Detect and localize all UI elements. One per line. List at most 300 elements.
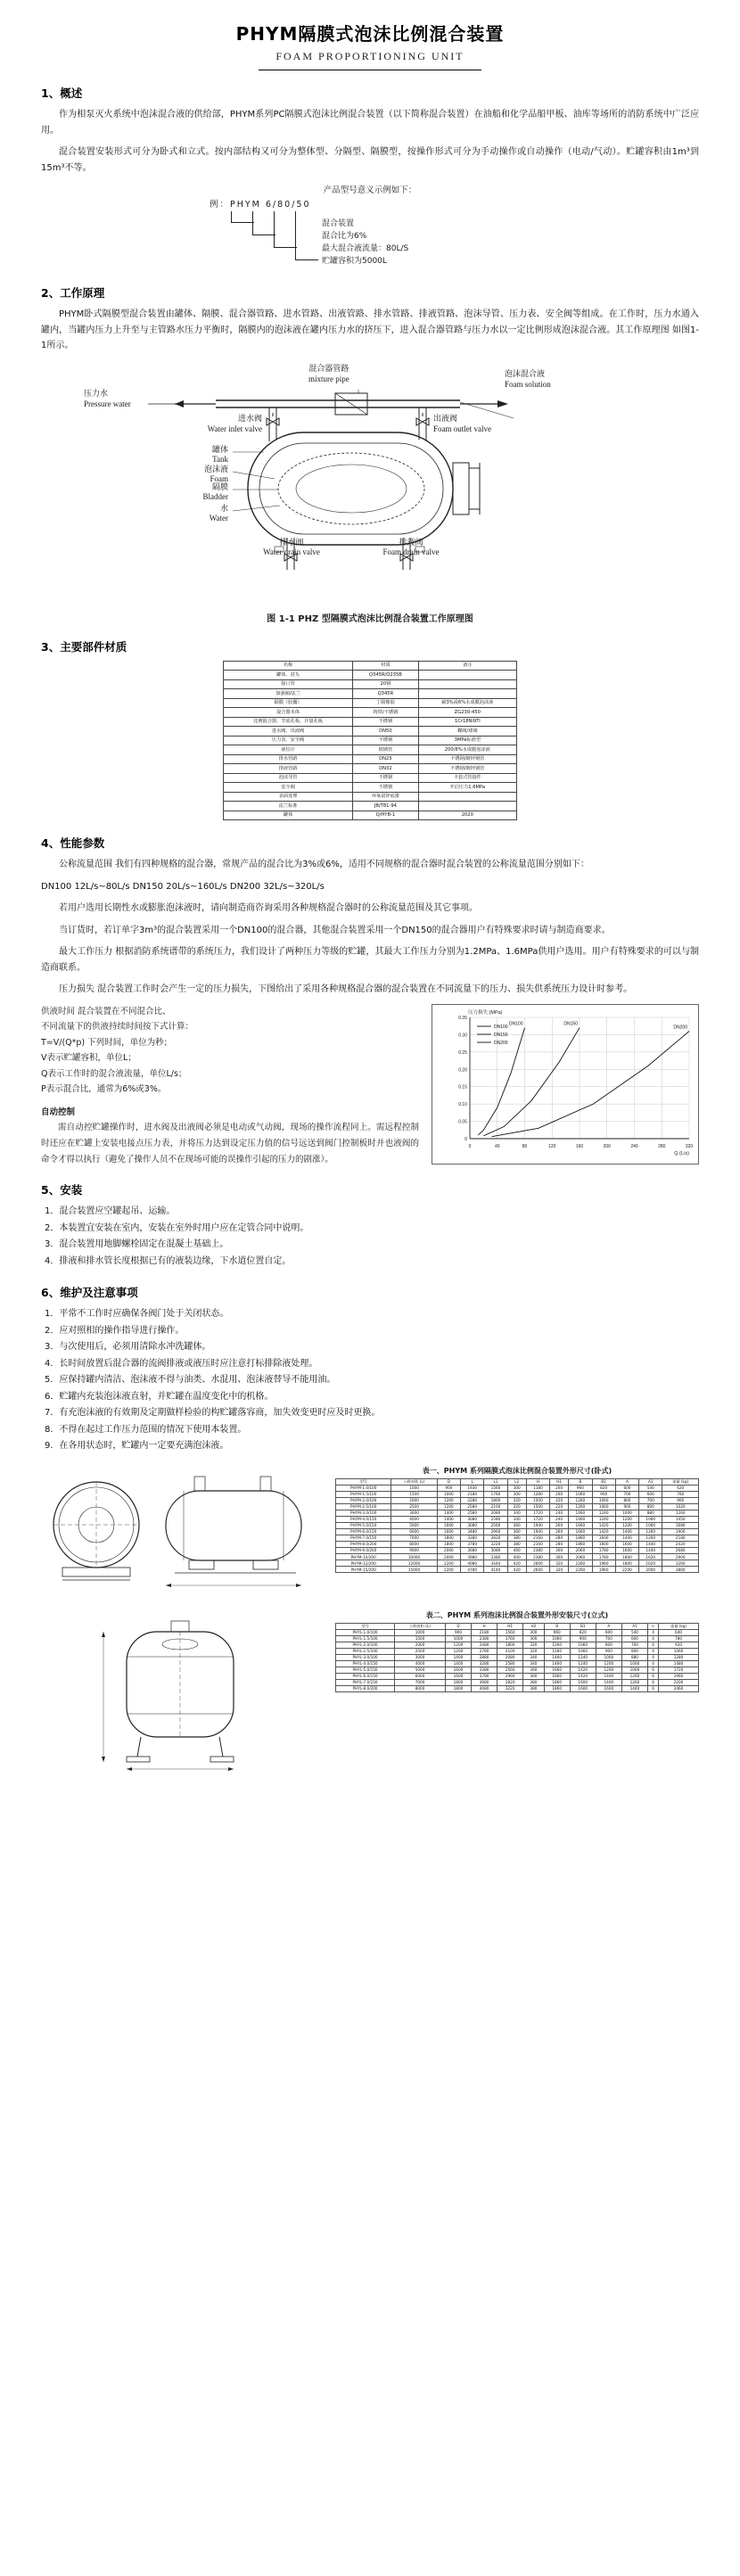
principle-paragraph-1: PHYM卧式隔膜型混合装置由罐体、隔膜、混合器管路、进水管路、出液管路、排水管路、排液管路、泡沫导管、压力表、安全阀等组成。在工作时，压力水通入罐内，当罐内压力上升至与主管路水压力平衡时，隔膜内的泡沫液在罐内压力水的挤压下，进入混合器管路与压力水以一定比例形成泡沫混合液。其工作原理图 如图1-1所示。: [41, 309, 699, 350]
table-cell: 1260: [639, 1528, 662, 1535]
supply-time-line-0: 供液时间 混合装置在不同混合比、: [41, 1006, 171, 1016]
figure-label-foam-solution: 泡沫混合液 Foam solution: [505, 368, 551, 389]
table-cell: 300: [550, 1554, 569, 1560]
table-cell: PHYL-3.0/100: [336, 1654, 395, 1660]
column-header: H: [526, 1478, 549, 1485]
table-cell: 300: [523, 1629, 544, 1635]
performance-paragraph-3: 若用户选用长期性水或膨胀泡沫液时，请向制造商咨询采用各种规格混合器时的公称流量范围及其它事项。: [59, 903, 478, 913]
table-cell: 1780: [592, 1554, 615, 1560]
table-cell: 3000: [395, 1654, 446, 1660]
table-row: [336, 1485, 699, 1491]
table-cell: 2100: [497, 1648, 523, 1654]
table-cell: PHYL-2.0/100: [336, 1642, 395, 1648]
list-item: 2．应对照相的操作指导进行操作。: [45, 1325, 185, 1336]
table-cell: 380: [507, 1541, 526, 1547]
table-cell: 9000: [391, 1547, 437, 1553]
list-item: 1．平常不工作时应确保各阀门处于关闭状态。: [45, 1309, 229, 1320]
figure-label-water: 水 Water: [209, 503, 228, 523]
table-cell: 6: [648, 1673, 659, 1679]
table-cell: PHYL-8.0/200: [336, 1685, 395, 1691]
column-header: A: [596, 1623, 621, 1629]
table-cell: 800: [615, 1497, 638, 1503]
svg-text:0: 0: [468, 1143, 472, 1149]
list-item: 1．混合装置应空罐起吊、运输。: [45, 1206, 176, 1217]
table-cell: 泡沫导管: [224, 773, 353, 783]
table-cell: 700: [596, 1635, 621, 1642]
table-cell: 2380: [526, 1554, 549, 1560]
table-cell: PHYM-1.0/100: [336, 1485, 391, 1491]
model-diagram-leaders: [210, 211, 530, 270]
figure-label-bladder: 隔膜 Bladder: [202, 481, 228, 502]
list-item: 5．应保持罐内清洁、泡沫液不得与油类、水混用、泡沫液替导不能用油。: [45, 1375, 336, 1386]
table-cell: 2580: [461, 1510, 484, 1516]
table-cell: 2000: [639, 1567, 662, 1573]
svg-text:0.05: 0.05: [458, 1119, 467, 1125]
column-header: 公称容积 (L): [395, 1623, 446, 1629]
materials-table-wrap: [41, 661, 699, 821]
table-cell: 20钢: [353, 679, 418, 689]
svg-text:80: 80: [522, 1143, 528, 1149]
column-header: A: [615, 1478, 638, 1485]
section-heading-maintenance: 6、维护及注意事项: [41, 1286, 138, 1300]
table-cell: 1800: [497, 1642, 523, 1648]
table-cell: 600: [639, 1491, 662, 1497]
table-cell: 1400: [445, 1660, 471, 1667]
table-cell: 1660: [544, 1667, 570, 1673]
maintenance-list: [41, 1306, 699, 1455]
column-header: D: [445, 1623, 471, 1629]
table-row: [224, 764, 517, 774]
table-cell: 1200: [437, 1503, 460, 1510]
performance-paragraph-6: 压力损失 混合装置工作时会产生一定的压力损失，下图给出了采用各种规格混合器的混合装置在不同流量下的压力、损失供系统压力设计时参考。: [59, 984, 633, 994]
table-cell: 2580: [484, 1516, 507, 1522]
table-cell: 700: [621, 1642, 647, 1648]
table-cell: 排液管路: [224, 764, 353, 774]
table-cell: 800: [596, 1642, 621, 1648]
table-cell: 340: [523, 1654, 544, 1660]
table-cell: 1060: [569, 1491, 592, 1497]
table-cell: 1600: [445, 1667, 471, 1673]
table-cell: PHYM-1.5/100: [336, 1491, 391, 1497]
table-cell: 960: [544, 1629, 570, 1635]
column-header: B1: [570, 1623, 596, 1629]
document-title-block: [41, 20, 699, 70]
table-cell: 1060: [570, 1648, 596, 1654]
figure-label-mixture-pipe: 混合器管路 mixture pipe: [308, 363, 349, 383]
table-cell: ZG230-450: [418, 708, 516, 718]
table-cell: 1000: [596, 1654, 621, 1660]
table-cell: 2260: [569, 1560, 592, 1567]
table-cell: 1940: [526, 1522, 549, 1528]
svg-text:0.35: 0.35: [458, 1015, 467, 1021]
svg-text:DN200: DN200: [494, 1040, 508, 1046]
table-cell: 1460: [569, 1510, 592, 1516]
table-cell: 2780: [472, 1648, 497, 1654]
table-row: [336, 1648, 699, 1654]
table-cell: 1860: [544, 1679, 570, 1685]
table-cell: 540: [621, 1629, 647, 1635]
overview-paragraph-2: 混合装置安装形式可分为卧式和立式。按内部结构又可分为整体型、分隔型、隔膜型，按操作形式可分为手动操作或自动操作（电动/气动）。贮罐容积由1m³到15m³不等。: [41, 147, 699, 173]
table-cell: 开启压力1.6MPa: [418, 783, 516, 793]
installation-list: [41, 1204, 699, 1270]
table-cell: 2580: [461, 1503, 484, 1510]
table-cell: 1020: [662, 1503, 699, 1510]
table-cell: 1500: [391, 1491, 437, 1497]
table-cell: 2580: [497, 1660, 523, 1667]
table-cell: 1400: [596, 1679, 621, 1685]
table-cell: 4080: [472, 1685, 497, 1691]
table-cell: 2820: [484, 1535, 507, 1541]
table-cell: 3000: [391, 1510, 437, 1516]
table-row: [336, 1510, 699, 1516]
table-cell: 1240: [592, 1510, 615, 1516]
column-header: n: [648, 1623, 659, 1629]
table-cell: 2960: [497, 1673, 523, 1679]
table-cell: 2180: [472, 1629, 497, 1635]
table-cell: 320: [523, 1642, 544, 1648]
spec-table-1: [335, 1478, 699, 1573]
principle-schematic-figure: [41, 363, 699, 604]
table-row: [336, 1629, 699, 1635]
table-cell: 2000: [395, 1642, 446, 1648]
table-cell: 1900: [662, 1528, 699, 1535]
table-cell: 2420: [662, 1541, 699, 1547]
table-cell: DN32: [353, 764, 418, 774]
table-cell: 1500: [526, 1503, 549, 1510]
table-cell: 1000: [615, 1510, 638, 1516]
materials-table: [223, 661, 517, 821]
table-cell: 1420: [592, 1522, 615, 1528]
table-cell: 2560: [497, 1667, 523, 1673]
table-cell: 280: [550, 1541, 569, 1547]
table-cell: PHYL-1.5/100: [336, 1635, 395, 1642]
table-cell: 1240: [592, 1516, 615, 1522]
table-cell: 1800: [615, 1560, 638, 1567]
table-cell: 540: [639, 1485, 662, 1491]
table-cell: 1680: [662, 1522, 699, 1528]
table-row: [336, 1528, 699, 1535]
table-cell: 1600: [615, 1547, 638, 1553]
table-cell: PHYM-2.0/100: [336, 1497, 391, 1503]
table-cell: 360: [523, 1673, 544, 1679]
table-cell: 4140: [484, 1567, 507, 1573]
table-cell: 压力表、安全阀: [224, 736, 353, 745]
table-cell: 1060: [592, 1497, 615, 1503]
table-cell: DN25: [353, 754, 418, 764]
table-cell: 排水管路: [224, 754, 353, 764]
spec-table-2: [335, 1623, 699, 1692]
table-cell: 320: [523, 1648, 544, 1654]
table-cell: 安全阀: [224, 783, 353, 793]
table-cell: 接口管: [224, 679, 353, 689]
table-row: [336, 1679, 699, 1685]
table-cell: PHYM-8.0/200: [336, 1541, 391, 1547]
table-cell: 900: [662, 1497, 699, 1503]
svg-text:280: 280: [658, 1143, 666, 1149]
table-cell: 1800: [615, 1554, 638, 1560]
table-cell: Q/HYB-1: [353, 811, 418, 820]
supply-time-line-3: V表示贮罐容积，单位L；: [41, 1053, 136, 1064]
svg-text:Q (L/s): Q (L/s): [674, 1150, 689, 1156]
table-cell: 360: [507, 1522, 526, 1528]
table-cell: 1400: [437, 1510, 460, 1516]
table-cell: 300: [507, 1491, 526, 1497]
table-cell: 1060: [639, 1516, 662, 1522]
table-cell: 1060: [592, 1503, 615, 1510]
column-header: L: [461, 1478, 484, 1485]
table-cell: 1000: [391, 1485, 437, 1491]
table-cell: 1260: [544, 1642, 570, 1648]
table-cell: 400: [507, 1554, 526, 1560]
table-cell: 3980: [461, 1554, 484, 1560]
table-cell: 2100: [484, 1503, 507, 1510]
table-cell: 1600: [445, 1673, 471, 1679]
table-cell: 不锈钢: [353, 773, 418, 783]
table-cell: PHYL-4.0/150: [336, 1660, 395, 1667]
table-cell: 700: [615, 1491, 638, 1497]
table-cell: 2880: [472, 1654, 497, 1660]
figure-label-water-inlet-valve: 进水阀 Water inlet valve: [207, 413, 262, 433]
column-header: A1: [639, 1478, 662, 1485]
table-cell: 1060: [659, 1648, 699, 1654]
table-cell: [418, 802, 516, 811]
table-cell: 1420: [570, 1673, 596, 1679]
table-cell: 2180: [461, 1491, 484, 1497]
table-cell: 6: [648, 1667, 659, 1673]
table-cell: 1660: [544, 1673, 570, 1679]
table-cell: 340: [523, 1660, 544, 1667]
supply-time-spacer: [41, 1098, 419, 1105]
table-cell: 2200: [437, 1567, 460, 1573]
table-cell: 1500: [526, 1497, 549, 1503]
list-item: 7．有充泡沫液的有效期及定期做样检验的构贮罐落容商，加失效变更时应及时更换。: [45, 1408, 381, 1419]
column-header: 重量 (kg): [659, 1623, 699, 1629]
table-cell: 1440: [639, 1547, 662, 1553]
table-cell: 1780: [592, 1547, 615, 1553]
table-row: [224, 802, 517, 811]
table-cell: 700: [639, 1497, 662, 1503]
figure-label-foam-drain-valve: 排液阀 Foam drain valve: [382, 537, 440, 557]
list-item: 9．在各用状态时，贮罐内一定要充满泡沫液。: [45, 1441, 229, 1452]
table-cell: 800: [621, 1648, 647, 1654]
column-header: 型号: [336, 1623, 395, 1629]
table-row: [336, 1642, 699, 1648]
table-cell: 1200: [445, 1648, 471, 1654]
column-header: 重量 (kg): [662, 1478, 699, 1485]
table-cell: [418, 689, 516, 699]
table-cell: 3380: [484, 1554, 507, 1560]
svg-text:240: 240: [630, 1143, 638, 1149]
table-cell: 不锈钢: [353, 736, 418, 745]
vertical-tank-drawing: [41, 1610, 326, 1771]
table-cell: 4: [648, 1654, 659, 1660]
figure-caption: 图 1-1 PHZ 型隔膜式泡沫比例混合装置工作原理图: [267, 613, 473, 624]
table-cell: 1000: [445, 1635, 471, 1642]
table-row: [336, 1654, 699, 1660]
svg-text:DN150: DN150: [563, 1021, 578, 1027]
table-row: [224, 792, 517, 802]
table-cell: 1600: [592, 1535, 615, 1541]
table-cell: 1200: [445, 1642, 471, 1648]
table-cell: 3280: [472, 1660, 497, 1667]
table-cell: 2200: [437, 1560, 460, 1567]
table-cell: 1600: [437, 1528, 460, 1535]
model-diagram-example: 例：PHYM 6/80/50: [210, 200, 311, 210]
table-cell: 5000: [391, 1522, 437, 1528]
table-cell: 240: [550, 1510, 569, 1516]
table-cell: 2480: [472, 1642, 497, 1648]
table-cell: 1400: [596, 1673, 621, 1679]
svg-text:40: 40: [494, 1143, 500, 1149]
table-cell: 320: [507, 1497, 526, 1503]
table-cell: 名称: [224, 661, 353, 671]
table-cell: 1800: [484, 1497, 507, 1503]
table-cell: 卡套式管接件: [418, 773, 516, 783]
table-cell: 不锈钢: [353, 717, 418, 727]
table-cell: 蝶阀/球阀: [418, 727, 516, 737]
table-cell: 1060: [544, 1635, 570, 1642]
table-cell: Q345R: [353, 689, 418, 699]
table-cell: 320: [550, 1567, 569, 1573]
figure-label-tank: 罐体 Tank: [211, 444, 228, 465]
spec-table-1-caption: 表一、PHYM 系列隔膜式泡沫比例混合装置外形尺寸(卧式): [422, 1466, 613, 1475]
table-cell: 300: [507, 1485, 526, 1491]
table-cell: 2020: [418, 811, 516, 820]
table-cell: 2000: [437, 1547, 460, 1553]
table-row: [336, 1497, 699, 1503]
table-cell: 2680: [662, 1547, 699, 1553]
svg-text:120: 120: [548, 1143, 556, 1149]
table-row: [224, 679, 517, 689]
performance-paragraph-5: 最大工作压力 根据消防系统谱带的系统压力，我们设计了两种压力等级的贮罐，其最大工作压力分别为1.2MPa、1.6MPa供用户选用。用户有特殊要求的可以与制造商联系。: [41, 947, 699, 973]
vertical-tank-drawing-svg: [41, 1610, 326, 1771]
table-cell: 1600: [437, 1522, 460, 1528]
section-heading-performance: 4、性能参数: [41, 836, 105, 850]
table-cell: 1260: [639, 1535, 662, 1541]
table-cell: 表面处理: [224, 792, 353, 802]
table-row: [224, 811, 517, 820]
svg-text:0.15: 0.15: [458, 1084, 467, 1090]
table-cell: 1440: [621, 1685, 647, 1691]
table-cell: 3680: [461, 1547, 484, 1553]
table-cell: [418, 792, 516, 802]
table-cell: PHYM-7.0/150: [336, 1535, 391, 1541]
table-cell: 1200: [596, 1660, 621, 1667]
supply-time-line-1: 不同流量下的供液持续时间按下式计算：: [41, 1022, 194, 1033]
table-cell: 2260: [569, 1567, 592, 1573]
table-cell: 1760: [484, 1491, 507, 1497]
table-cell: 420: [507, 1560, 526, 1567]
table-cell: 340: [507, 1510, 526, 1516]
table-cell: 加强圈/法兰: [224, 689, 353, 699]
table-cell: 1200: [615, 1522, 638, 1528]
table-cell: 1240: [570, 1660, 596, 1667]
table-row: [336, 1685, 699, 1691]
table-cell: 1200: [615, 1516, 638, 1522]
list-item: 2．本装置宜安装在室内，安装在室外时用户应在定管合同中说明。: [45, 1222, 309, 1233]
supply-time-text: [41, 1004, 419, 1168]
table-row: [336, 1560, 699, 1567]
table-cell: 1720: [526, 1516, 549, 1522]
figure-label-foam: 泡沫液 Foam: [203, 464, 228, 484]
section-heading-materials: 3、主要部件材质: [41, 639, 127, 654]
table-cell: 混合器本体: [224, 708, 353, 718]
table-cell: 600: [615, 1485, 638, 1491]
table-cell: [418, 671, 516, 680]
table-cell: 玻璃管: [353, 745, 418, 755]
table-cell: PHYL-1.0/100: [336, 1629, 395, 1635]
table-cell: 960: [569, 1485, 592, 1491]
table-cell: 240: [550, 1516, 569, 1522]
table-cell: 3260: [662, 1560, 699, 1567]
table-cell: 3480: [461, 1528, 484, 1535]
svg-text:DN100: DN100: [508, 1021, 523, 1027]
table-cell: 液位计: [224, 745, 353, 755]
table-cell: Q345R/Q235B: [353, 671, 418, 680]
table-cell: 进水阀、出液阀: [224, 727, 353, 737]
table-cell: 820: [570, 1629, 596, 1635]
page-subtitle: FOAM PROPORTIONING UNIT: [275, 50, 465, 62]
table-cell: 1600: [570, 1685, 596, 1691]
table-row: [224, 671, 517, 680]
supply-time-line-4: Q表示工作时的混合液流量，单位L/s；: [41, 1068, 187, 1079]
table-cell: 1940: [526, 1528, 549, 1535]
table-cell: 1460: [569, 1516, 592, 1522]
table-cell: 780: [659, 1635, 699, 1642]
table-cell: 820: [592, 1485, 615, 1491]
table-cell: 3080: [461, 1516, 484, 1522]
table-cell: 3080: [484, 1547, 507, 1553]
section-heading-installation: 5、安装: [41, 1183, 83, 1197]
table-cell: PHYM-10/200: [336, 1554, 391, 1560]
table-cell: 300: [523, 1635, 544, 1642]
table-cell: 1600: [570, 1679, 596, 1685]
table-cell: 2000: [437, 1554, 460, 1560]
table-cell: 1480: [659, 1660, 699, 1667]
table-cell: 320: [550, 1560, 569, 1567]
table-cell: 900: [596, 1648, 621, 1654]
table-cell: 2600: [526, 1567, 549, 1573]
table-cell: 备注: [418, 661, 516, 671]
supply-time-line-2: T=V/(Q*p) 下列时间，单位为秒；: [41, 1037, 173, 1048]
table-cell: 1060: [621, 1660, 647, 1667]
table-row: [336, 1567, 699, 1573]
list-item: 3．与次使用后，必须用清除水冲洗罐体。: [45, 1342, 211, 1353]
table-cell: 1260: [544, 1648, 570, 1654]
table-cell: 2900: [662, 1554, 699, 1560]
table-cell: 2180: [662, 1535, 699, 1541]
column-header: B: [544, 1623, 570, 1629]
table-cell: 3220: [497, 1685, 523, 1691]
table-cell: 200: [550, 1491, 569, 1497]
column-header: B: [569, 1478, 592, 1485]
table-row: [336, 1635, 699, 1642]
auto-control-heading: 自动控制: [41, 1107, 76, 1117]
table-cell: 1280: [526, 1491, 549, 1497]
table-cell: 1260: [621, 1679, 647, 1685]
table-cell: 3380: [461, 1535, 484, 1541]
table-cell: 3780: [472, 1673, 497, 1679]
table-cell: 380: [507, 1535, 526, 1541]
table-cell: 600: [621, 1635, 647, 1642]
model-label-device: 混合装置: [322, 219, 355, 228]
table-cell: PHYM-9.0/200: [336, 1547, 391, 1553]
table-cell: 1760: [497, 1635, 523, 1642]
table-cell: 2960: [484, 1528, 507, 1535]
column-header: H1: [550, 1478, 569, 1485]
table-cell: 10000: [391, 1554, 437, 1560]
table-cell: 1420: [570, 1667, 596, 1673]
